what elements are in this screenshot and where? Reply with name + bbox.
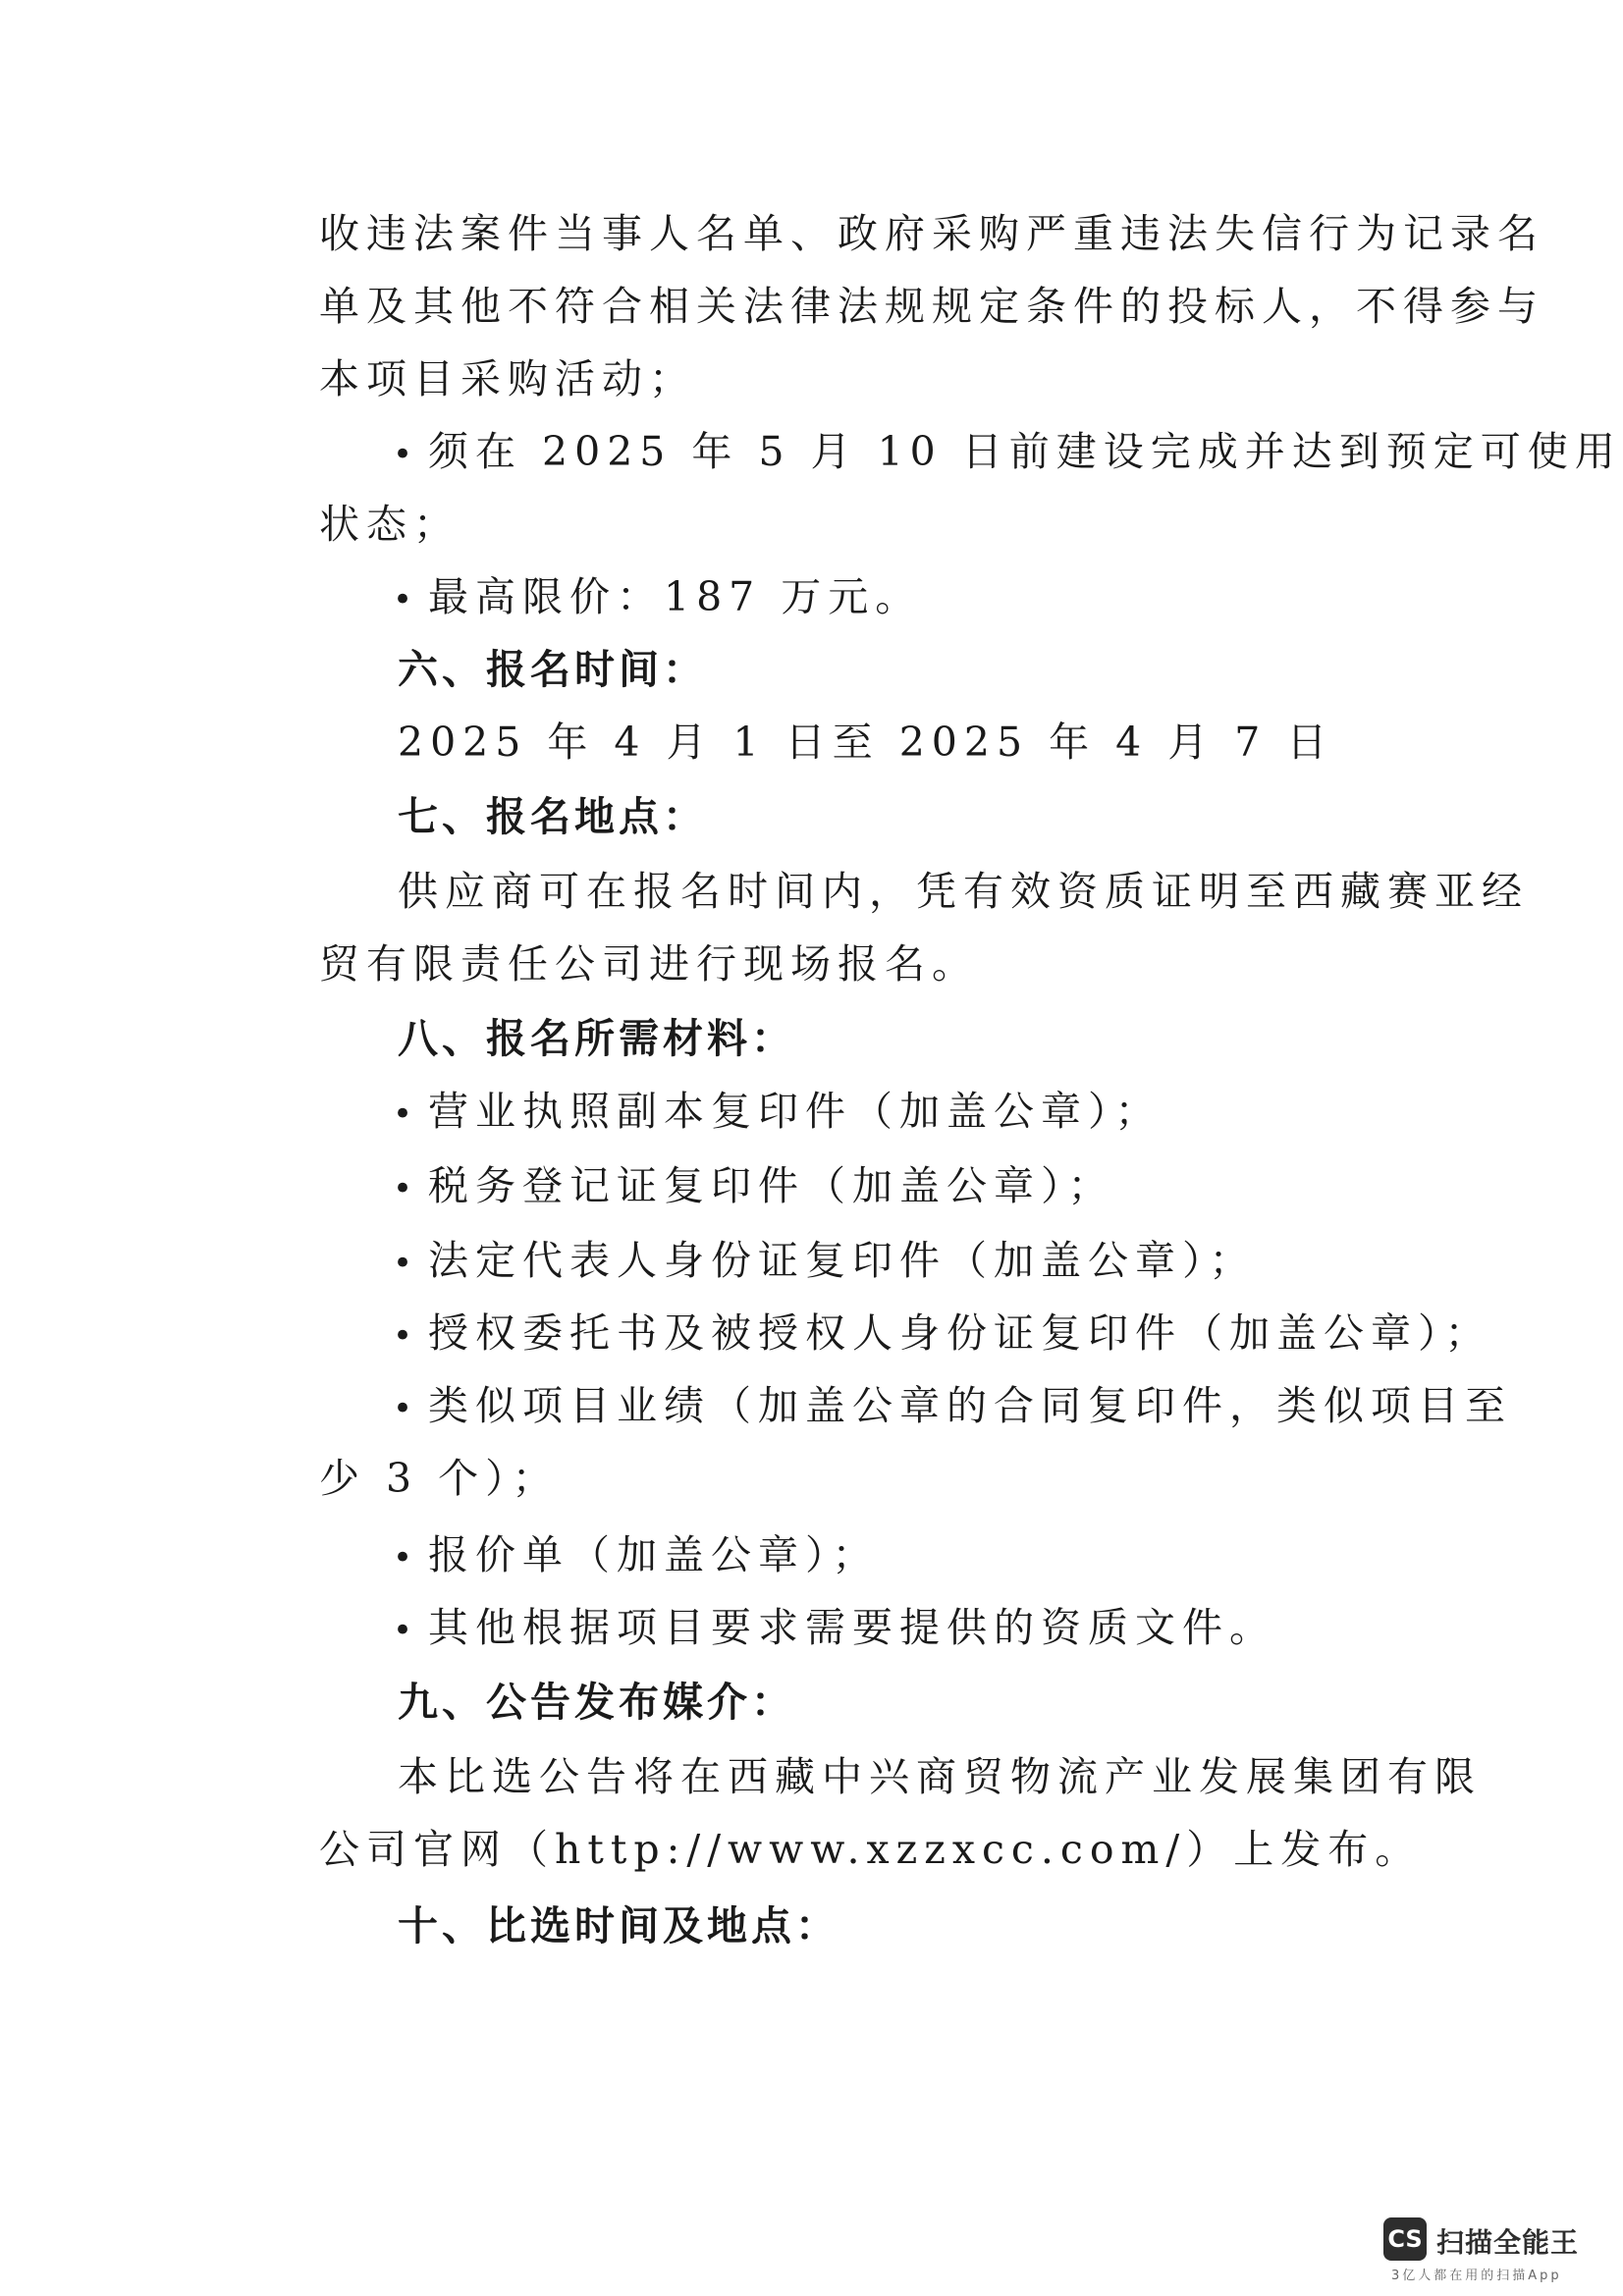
material-text: 营业执照副本复印件（加盖公章）； — [428, 1088, 1163, 1135]
paragraph-line: 单及其他不符合相关法律法规规定条件的投标人，不得参与 — [319, 283, 1544, 330]
material-item — [393, 1531, 880, 1581]
paragraph-line: 供应商可在报名时间内，凭有效资质证明至西藏赛亚经 — [398, 868, 1529, 915]
paragraph-line: 少 3 个）； — [319, 1455, 560, 1502]
material-item — [393, 1309, 1492, 1360]
paragraph-line: 本项目采购活动； — [319, 355, 696, 402]
material-text: 法定代表人身份证复印件（加盖公章）； — [428, 1237, 1257, 1284]
scanner-watermark — [1383, 2217, 1599, 2282]
material-item — [393, 1162, 1115, 1212]
bullet-icon: • — [393, 1611, 420, 1650]
bullet-icon: • — [393, 580, 420, 619]
bullet-text: 须在 2025 年 5 月 10 日前建设完成并达到预定可使用 — [428, 428, 1622, 475]
camscanner-logo-icon: CS — [1383, 2217, 1427, 2261]
material-item — [393, 1604, 1276, 1654]
section-heading-registration-time: 六、报名时间： — [398, 646, 707, 693]
material-item — [393, 1237, 1257, 1287]
bullet-item-deadline — [393, 428, 1622, 478]
bullet-icon: • — [393, 1538, 420, 1577]
bullet-icon: • — [393, 1244, 420, 1283]
material-text: 授权委托书及被授权人身份证复印件（加盖公章）； — [428, 1309, 1492, 1357]
material-text: 税务登记证复印件（加盖公章）； — [428, 1162, 1115, 1209]
paragraph-line: 贸有限责任公司进行现场报名。 — [319, 940, 979, 988]
section-heading-selection-time-place: 十、比选时间及地点： — [398, 1902, 839, 1949]
bullet-icon: • — [393, 435, 420, 474]
bullet-icon: • — [393, 1389, 420, 1428]
material-item — [393, 1382, 1512, 1432]
material-text: 其他根据项目要求需要提供的资质文件。 — [428, 1604, 1276, 1651]
paragraph-line: 收违法案件当事人名单、政府采购严重违法失信行为记录名 — [319, 210, 1544, 257]
material-item — [393, 1088, 1163, 1138]
section-heading-registration-place: 七、报名地点： — [398, 793, 707, 840]
material-text: 类似项目业绩（加盖公章的合同复印件，类似项目至 — [428, 1382, 1512, 1429]
registration-time-text: 2025 年 4 月 1 日至 2025 年 4 月 7 日 — [398, 719, 1334, 766]
section-heading-publication-media: 九、公告发布媒介： — [398, 1679, 795, 1726]
paragraph-line: 本比选公告将在西藏中兴商贸物流产业发展集团有限 — [398, 1753, 1482, 1800]
bullet-icon: • — [393, 1095, 420, 1134]
paragraph-line: 状态； — [319, 501, 460, 548]
watermark-subtitle: 3亿人都在用的扫描App — [1391, 2269, 1562, 2283]
material-text: 报价单（加盖公章）； — [428, 1531, 880, 1578]
bullet-text: 最高限价：187 万元。 — [428, 573, 923, 620]
bullet-icon: • — [393, 1169, 420, 1208]
bullet-item-price — [393, 573, 922, 623]
section-heading-materials: 八、报名所需材料： — [398, 1015, 795, 1062]
bullet-icon: • — [393, 1316, 420, 1356]
watermark-title: 扫描全能王 — [1436, 2226, 1580, 2259]
paragraph-line: 公司官网（http://www.xzzxcc.com/）上发布。 — [319, 1826, 1423, 1873]
